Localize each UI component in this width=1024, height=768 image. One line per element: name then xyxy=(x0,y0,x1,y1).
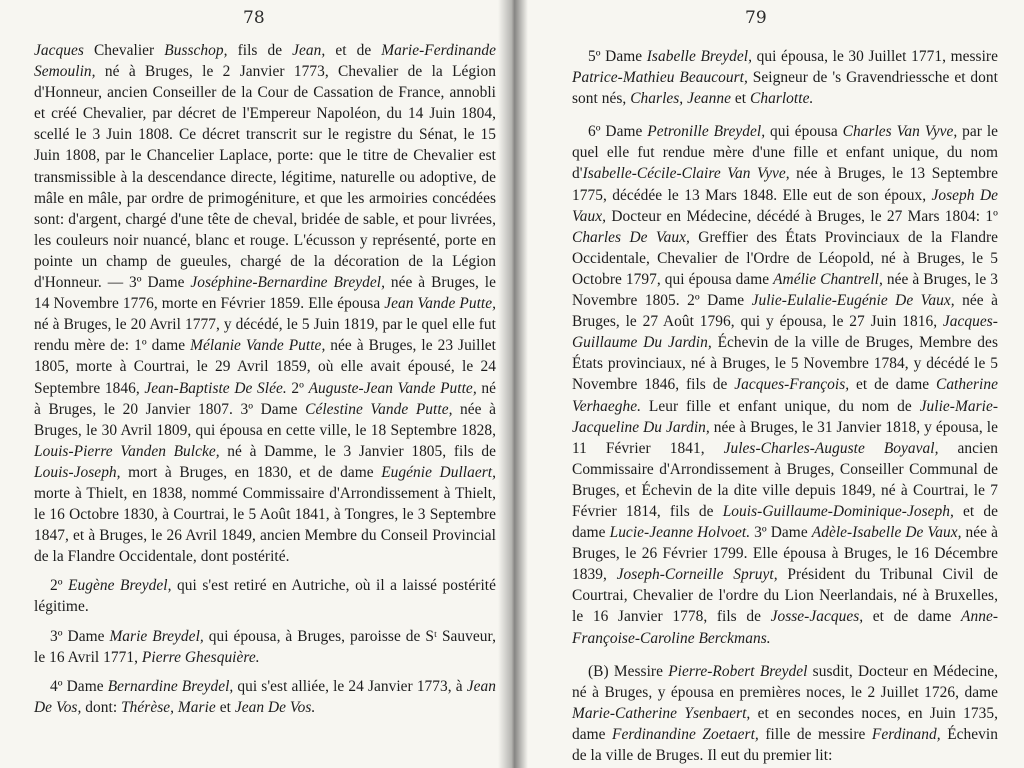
text-run: 3º Dame xyxy=(50,627,110,645)
italic-name: Petronille Breydel, xyxy=(647,123,766,141)
paragraph xyxy=(572,46,998,109)
italic-name: Isabelle Breydel, xyxy=(646,48,753,65)
text-run: Chevalier xyxy=(83,42,165,59)
text-run: Échevin de la ville de Bruges, Membre des États provinciaux, né à Bruges, le 5 Novembre 1784, y décédé le 5 Novembre 1846, fils de xyxy=(572,334,998,394)
text-run: née à Bruges, le 30 Avril 1809, qui épousa en cette ville, le 18 Septembre 1828, xyxy=(34,400,497,439)
italic-name: Busschop, xyxy=(164,42,228,59)
italic-name: Jean De Vos. xyxy=(234,698,316,716)
text-run: 2º xyxy=(50,577,69,595)
paragraph xyxy=(34,626,496,668)
text-run: née à Bruges, le 23 Juillet 1805, morte à Courtrai, le 29 Avril 1859, où elle avait épousé, le 24 Septembre 1846, xyxy=(34,337,496,397)
italic-name: Pierre-Robert Breydel xyxy=(668,662,808,680)
italic-name: Julie-Marie-Jacqueline Du Jardin, xyxy=(572,397,998,436)
italic-name: Amélie Chantrell, xyxy=(773,270,883,288)
text-run: qui s'est retiré en Autriche, où il a laissé postérité légitime. xyxy=(34,577,496,616)
text-run: 6º Dame xyxy=(588,123,648,141)
italic-name: Jacques-Guillaume Du Jardin, xyxy=(572,313,998,352)
italic-name: Bernardine Breydel, xyxy=(107,677,234,695)
italic-name: Joseph-Corneille Spruyt, xyxy=(616,566,778,584)
paragraph xyxy=(572,121,998,648)
italic-name: Jules-Charles-Auguste Boyaval, xyxy=(723,439,939,457)
text-run: née à Bruges, le 26 Février 1799. Elle épousa à Bruges, le 16 Décembre 1839, xyxy=(572,524,998,584)
paragraph xyxy=(34,40,496,567)
italic-name: Jean, xyxy=(292,42,326,59)
text-run: fille de messire xyxy=(758,725,872,743)
italic-name: Catherine Verhaeghe. xyxy=(572,376,999,415)
text-run: 2º xyxy=(286,379,309,397)
text-run: 4º Dame xyxy=(50,677,108,695)
text-run: née à Bruges, le 13 Septembre 1775, décédée le 13 Mars 1848. Elle eut de son époux, xyxy=(572,165,998,204)
right-page xyxy=(512,0,1024,768)
italic-name: Isabelle-Cécile-Claire Van Vyve, xyxy=(582,165,790,183)
italic-name: Ferdinand, xyxy=(871,725,941,743)
text-run: née à Bruges, le 27 Août 1796, qui y épousa, le 27 Juin 1816, xyxy=(572,292,998,331)
italic-name: Joseph De Vaux, xyxy=(572,186,998,225)
text-run: née à Bruges, le 31 Janvier 1818, y épousa, le 11 Février 1841, xyxy=(572,418,999,457)
italic-name: Julie-Eulalie-Eugénie De Vaux, xyxy=(751,292,955,310)
italic-name: Anne-Françoise-Caroline Berckmans. xyxy=(572,608,999,647)
text-run: né à Bruges, le 20 Avril 1777, y décédé, le 5 Juin 1819, par le quel elle fut rendu mère de: 1º dame xyxy=(34,316,496,355)
italic-name: Mélanie Vande Putte, xyxy=(190,337,326,355)
italic-name: Eugène Breydel, xyxy=(68,577,172,595)
italic-name: Jacques-François, xyxy=(734,376,850,394)
text-run: ancien Commissaire d'Arrondissement à Bruges, Conseiller Communal de Bruges, et Échevin de la dite ville depuis 1849, né à Courtrai, le 7 Février 1814, fils de xyxy=(572,439,998,520)
italic-name: Eugénie Dullaert, xyxy=(381,463,496,481)
italic-name: Lucie-Jeanne Holvoet. xyxy=(609,524,751,542)
text-run: par le quel elle fut rendue mère d'une fille et enfant unique, du nom d' xyxy=(572,123,999,183)
text-run: née à Bruges, le 14 Novembre 1776, morte en Février 1859. Elle épousa xyxy=(34,274,496,313)
text-run: né à Damme, le 3 Janvier 1805, fils de xyxy=(219,442,496,460)
italic-name: Jean-Baptiste De Slée. xyxy=(144,379,287,397)
text-run: susdit, Docteur en Médecine, né à Bruges, y épousa en premières noces, le 2 Juillet 1726, dame xyxy=(572,662,998,701)
text-run: Seigneur de 's Gravendriessche et dont sont nés, xyxy=(572,69,998,108)
italic-name: Thérèse, Marie xyxy=(121,698,216,716)
text-run: né à Bruges, le 2 Janvier 1773, Chevalier de la Légion d'Honneur, ancien Conseiller de la Cour de Cassation de France, annobli et créé Chevalier, par décret de l'Empereur Napoléon, du 14 Juin 1804, scellé le 3 Juin 1808. Ce décret transcrit sur le registre du Sénat, le 15 Juin 1808, par le Chancelier Laplace, porte: que le titre de Chevalier est transmissible à la descendance directe, légitime, naturelle ou adoptive, de mâle en mâle, par ordre de primogéniture, et que les armoiries concédées sont: d'argent, chargé d'une tête de cheval, bridée de sable, et pour livrées, les couleurs noir nuancé, blanc et rouge. L'écusson y représenté, porte en pointe un champ de gueules, chargé de la décoration de la Légion d'Honneur. — 3º Dame xyxy=(34,63,496,292)
text-run: Greffier des États Provinciaux de la Flandre Occidentale, Chevalier de l'Ordre de Léopold, né à Bruges, le 5 Octobre 1797, qui épousa dame xyxy=(572,228,998,288)
paragraph xyxy=(34,575,496,617)
text-run: né à Bruges, le 20 Janvier 1807. 3º Dame xyxy=(34,379,496,418)
italic-name: Charles De Vaux, xyxy=(572,228,690,246)
text-run: 3º Dame xyxy=(750,524,812,542)
italic-name: Jean De Vos, xyxy=(34,677,496,716)
italic-name: Patrice-Mathieu Beaucourt, xyxy=(572,69,748,87)
page-number-right: 79 xyxy=(745,8,767,28)
text-run: et de dame xyxy=(849,376,936,394)
text-run: et de dame xyxy=(863,608,962,626)
italic-name: Pierre Ghesquière. xyxy=(141,648,260,666)
text-run: Président du Tribunal Civil de Courtrai, Chevalier de l'ordre du Lion Neerlandais, né à Bruxelles, le 16 Janvier 1778, fils de xyxy=(572,566,999,626)
italic-name: Charlotte. xyxy=(750,90,814,108)
text-run: Leur fille et enfant unique, du nom de xyxy=(641,397,920,415)
italic-name: Ferdinandine Zoetaert, xyxy=(612,725,759,743)
italic-name: Charles, Jeanne xyxy=(630,90,731,108)
italic-name: Marie-Ferdinande Semoulin, xyxy=(34,42,497,81)
text-run: 5º Dame xyxy=(588,48,647,65)
text-run: qui épousa, à Bruges, paroisse de Sᵗ Sauveur, le 16 Avril 1771, xyxy=(34,627,497,666)
text-run: et xyxy=(731,90,751,108)
text-run: mort à Bruges, en 1830, et de dame xyxy=(120,463,382,481)
text-run: et en secondes noces, en Juin 1735, dame xyxy=(572,704,998,743)
italic-name: Auguste-Jean Vande Putte, xyxy=(308,379,477,397)
text-run: morte à Thielt, en 1838, nommé Commissaire d'Arrondissement à Thielt, le 16 Octobre 1830, à Courtrai, le 5 Août 1841, à Tongres, le 3 Septembre 1847, et à Bruges, le 26 Avril 1849, ancien Membre du Conseil Provincial de la Flandre Occidentale, dont postérité. xyxy=(34,484,496,566)
paragraph xyxy=(34,676,496,718)
text-run: née à Bruges, le 3 Novembre 1805. 2º Dame xyxy=(572,270,998,310)
italic-name: Louis-Guillaume-Dominique-Joseph, xyxy=(722,502,954,520)
italic-name: Marie-Catherine Ysenbaert, xyxy=(572,704,751,722)
paragraph xyxy=(572,661,998,766)
italic-name: Josse-Jacques, xyxy=(770,608,864,626)
text-run: Docteur en Médecine, décédé à Bruges, le 27 Mars 1804: 1º xyxy=(606,207,998,225)
text-run: (B) Messire xyxy=(588,662,669,680)
text-run: qui épousa, le 30 Juillet 1771, messire xyxy=(752,48,998,65)
italic-name: Louis-Joseph, xyxy=(34,463,121,481)
italic-name: Jacques xyxy=(34,42,84,59)
text-run: dont: xyxy=(81,698,122,716)
right-page-text xyxy=(572,46,998,766)
text-run: qui épousa xyxy=(765,123,843,141)
text-run: et de xyxy=(325,42,382,59)
left-page-text xyxy=(34,40,496,718)
text-run: Échevin de la ville de Bruges. Il eut du premier lit: xyxy=(572,725,998,764)
page-number-left: 78 xyxy=(243,8,265,28)
italic-name: Adèle-Isabelle De Vaux, xyxy=(811,524,962,542)
text-run: et xyxy=(215,698,235,716)
italic-name: Joséphine-Bernardine Breydel, xyxy=(190,274,385,292)
italic-name: Louis-Pierre Vanden Bulcke, xyxy=(34,442,220,460)
italic-name: Charles Van Vyve, xyxy=(842,123,958,141)
text-run: et de dame xyxy=(572,502,998,542)
text-run: fils de xyxy=(227,42,293,59)
italic-name: Marie Breydel, xyxy=(109,627,204,645)
italic-name: Célestine Vande Putte, xyxy=(305,400,453,418)
text-run: qui s'est alliée, le 24 Janvier 1773, à xyxy=(233,677,467,695)
italic-name: Jean Vande Putte, xyxy=(384,295,496,313)
